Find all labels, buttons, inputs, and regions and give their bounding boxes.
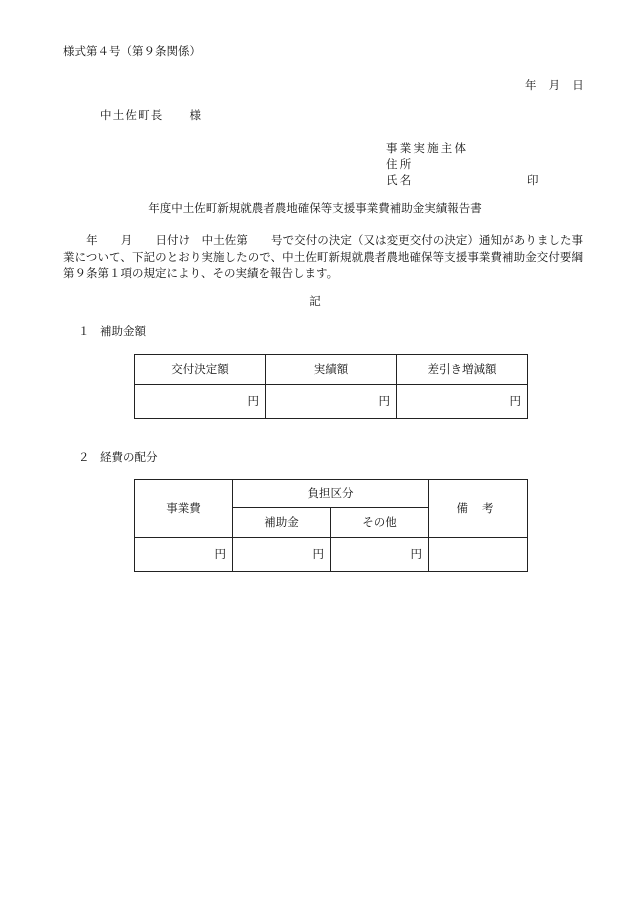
actual-amount-cell: 円 [266, 385, 397, 419]
other-cell: 円 [331, 538, 429, 572]
table-header-row [135, 480, 528, 508]
applicant-entity-label: 事業実施主体 [386, 141, 469, 155]
applicant-block [386, 140, 539, 188]
table-row [135, 385, 528, 419]
difference-cell: 円 [397, 385, 528, 419]
applicant-name-label: 氏名 [386, 173, 414, 187]
section2-title: 経費の配分 [100, 450, 158, 464]
ki-heading: 記 [309, 294, 321, 308]
header-difference: 差引き増減額 [397, 355, 528, 385]
document-title: 年度中土佐町新規就農者農地確保等支援事業費補助金実績報告書 [148, 201, 482, 215]
subsidy-cell: 円 [233, 538, 331, 572]
recipient-name: 中土佐町長 [100, 108, 164, 122]
seal-mark: 印 [527, 173, 539, 187]
section2-heading [78, 452, 158, 464]
project-cost-cell: 円 [135, 538, 233, 572]
header-burden-category: 負担区分 [233, 480, 429, 508]
header-subsidy: 補助金 [233, 508, 331, 538]
body-text: 年 月 日付け 中土佐第 号で交付の決定（又は変更交付の決定）通知がありました事業について、下記のとおり実施したので、中土佐町新規就農者農地確保等支援事業費補助金交付要綱第９条第１項の規定により、その実績を報告します。 [63, 233, 583, 280]
recipient-honorific: 様 [189, 108, 203, 122]
decided-amount-cell: 円 [135, 385, 266, 419]
applicant-address-label: 住所 [386, 157, 414, 171]
section2-number: ２ [78, 450, 90, 464]
header-remarks: 備考 [429, 480, 528, 538]
section1-heading [78, 326, 146, 338]
header-actual-amount: 実績額 [266, 355, 397, 385]
date-line: 年 月 日 [525, 78, 584, 92]
recipient [100, 110, 202, 122]
expense-allocation-table [134, 479, 528, 572]
remarks-cell [429, 538, 528, 572]
table-row [135, 538, 528, 572]
section1-title: 補助金額 [100, 324, 146, 338]
subsidy-amount-table [134, 354, 528, 419]
section1-number: １ [78, 324, 90, 338]
header-project-cost: 事業費 [135, 480, 233, 538]
form-label: 様式第４号（第９条関係） [63, 44, 201, 58]
header-decided-amount: 交付決定額 [135, 355, 266, 385]
table-header-row [135, 355, 528, 385]
header-other: その他 [331, 508, 429, 538]
